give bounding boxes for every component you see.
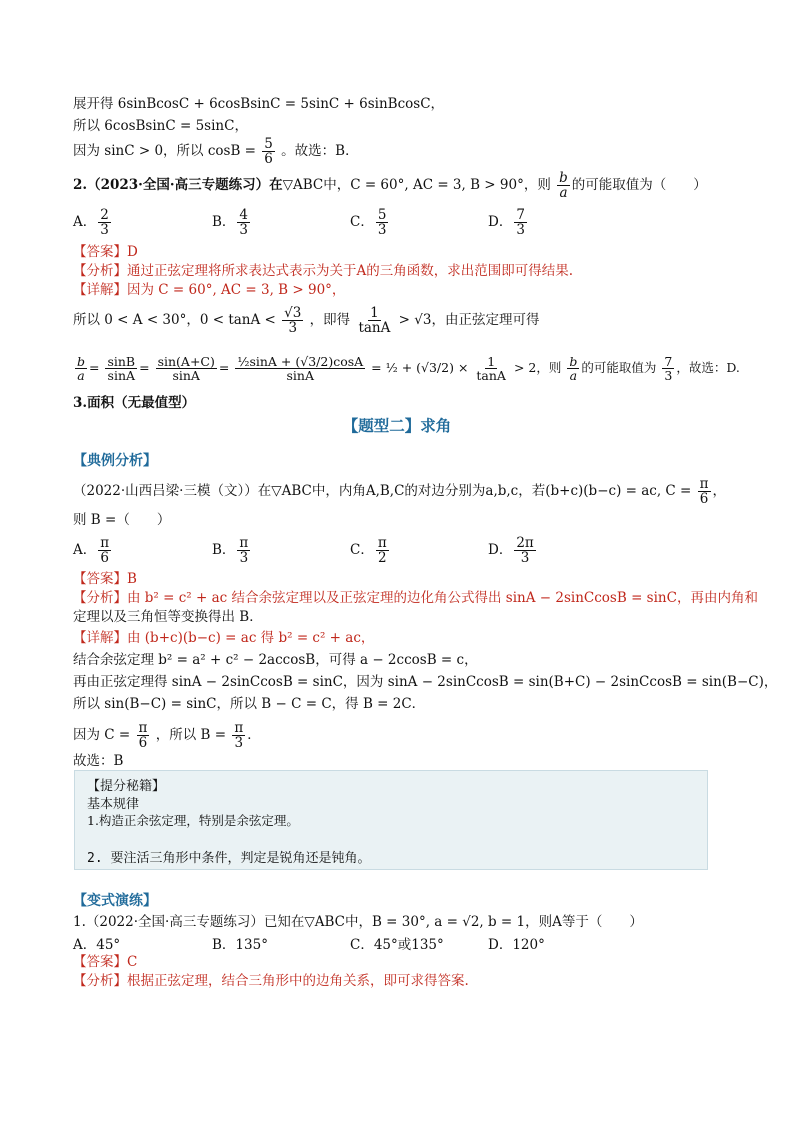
denominator: sinA bbox=[107, 368, 136, 383]
denominator: 3 bbox=[234, 735, 244, 751]
text-fragment: 所以 0 < A < 30°，0 < tanA < bbox=[73, 312, 276, 328]
variant-practice-tag: 【变式演练】 bbox=[73, 893, 157, 909]
fraction bbox=[662, 355, 674, 382]
option-a: A．45° bbox=[73, 937, 121, 953]
denominator: a bbox=[569, 368, 578, 383]
text-line bbox=[73, 136, 734, 168]
option-c bbox=[350, 208, 390, 237]
denominator: tanA bbox=[476, 368, 506, 383]
fraction bbox=[376, 536, 389, 565]
denominator: 3 bbox=[516, 222, 525, 239]
option-label: A． bbox=[73, 214, 97, 231]
fraction bbox=[514, 208, 527, 237]
fraction bbox=[237, 536, 250, 565]
tip-point-2: 2. 要注活三角形中条件，判定是锐角还是钝角。 bbox=[87, 851, 371, 866]
option-a bbox=[73, 536, 113, 565]
numerator: 1 bbox=[370, 304, 379, 321]
denominator: 3 bbox=[664, 368, 673, 383]
text-fragment: ，即得 bbox=[309, 312, 351, 328]
text-fragment: 2.（2023·全国·高三专题练习）在 bbox=[73, 177, 283, 193]
fraction bbox=[356, 306, 392, 335]
denominator: 2 bbox=[377, 550, 387, 567]
text-fragment: （2022·山西吕梁·三模（文））在▽ABC中，内角A,B,C的对边分别为a,b,c，若(b+c)(b−c) = ac, C = bbox=[73, 483, 692, 499]
denominator: 6 bbox=[699, 491, 709, 507]
option-label: C． bbox=[350, 542, 374, 559]
fraction bbox=[75, 355, 87, 382]
text-fragment: = ½ + (√3/2) × bbox=[371, 360, 469, 375]
tip-box bbox=[74, 770, 708, 870]
numerator: 5 bbox=[377, 207, 387, 223]
equation-line: $\frac{b}{a}$ = $\frac{\sin B}{\sin A}$ = $\frac{\sin(A+C)}{\sin A}$ = $\frac{\text{½sinA + (√3/2)cosA}}{\sin A}$ = ½ + (√3/2) × $\frac{1}{\tan A}$ > 2，则 $\frac{b}{a}$ 的可能取值为 $\frac{7}{3}$ ，故选：D. bbox=[77, 353, 740, 383]
question-3-heading: 3.面积（无最值型） bbox=[73, 395, 196, 411]
example-stem bbox=[73, 474, 734, 508]
text-fragment: 的可能取值为（ ） bbox=[571, 177, 707, 193]
typical-example-tag: 【典例分析】 bbox=[73, 453, 157, 469]
fraction bbox=[137, 721, 150, 750]
denominator: a bbox=[559, 185, 568, 201]
denominator: 3 bbox=[239, 222, 249, 239]
denominator: 3 bbox=[377, 222, 387, 239]
numerator: b bbox=[569, 353, 578, 369]
text-fragment: 【分析】由 b² = c² + ac 结合余弦定理以及正弦定理的边化角公式得出 sinA − 2sinCcosB = sinC，再由内角和 bbox=[73, 590, 758, 606]
denominator: 3 bbox=[520, 550, 530, 567]
answer-line: 【答案】B bbox=[73, 571, 137, 587]
option-label: D． bbox=[488, 214, 513, 231]
text-fragment: 因为 C = bbox=[73, 727, 131, 743]
analysis-line bbox=[73, 588, 758, 608]
text-fragment: 因为 sinC > 0，所以 cosB = bbox=[73, 143, 256, 160]
answer-line: 【答案】C bbox=[73, 954, 138, 970]
numerator: 5 bbox=[264, 136, 273, 152]
numerator: √3 bbox=[284, 304, 302, 321]
analysis-line: 【分析】根据正弦定理，结合三角形中的边角关系，即可求得答案. bbox=[73, 973, 469, 989]
numerator: 1 bbox=[487, 353, 496, 369]
option-c bbox=[350, 536, 391, 565]
option-d: D．120° bbox=[488, 937, 545, 953]
fraction bbox=[237, 208, 250, 237]
denominator: 6 bbox=[100, 550, 109, 567]
fraction bbox=[156, 355, 217, 382]
numerator: 4 bbox=[239, 207, 249, 223]
text-fragment: ，故选：D. bbox=[676, 360, 740, 375]
fraction bbox=[282, 306, 303, 335]
numerator: 2π bbox=[516, 535, 534, 551]
numerator: 7 bbox=[664, 353, 673, 369]
option-label: C． bbox=[350, 214, 374, 231]
fraction bbox=[376, 208, 389, 237]
fraction bbox=[514, 536, 535, 565]
option-a bbox=[73, 208, 113, 237]
detail-line bbox=[73, 718, 734, 752]
numerator: ½sinA + (√3/2)cosA bbox=[237, 353, 364, 369]
text-fragment: ． bbox=[247, 727, 261, 743]
fraction bbox=[232, 721, 245, 750]
numerator: π bbox=[239, 535, 249, 551]
numerator: b bbox=[559, 169, 568, 186]
denominator: 3 bbox=[239, 550, 249, 567]
question-2-stem bbox=[73, 170, 734, 200]
option-label: B． bbox=[212, 214, 236, 231]
denominator: a bbox=[77, 368, 85, 383]
option-label: B． bbox=[212, 542, 236, 559]
option-b: B．135° bbox=[212, 937, 268, 953]
tip-subtitle: 基本规律 bbox=[87, 797, 140, 812]
text-fragment: ， bbox=[712, 483, 727, 499]
fraction bbox=[698, 477, 711, 506]
option-b bbox=[212, 208, 252, 237]
text-fragment: 【详解】由 (b+c)(b−c) = ac 得 b² = c² + ac， bbox=[73, 630, 375, 646]
denominator: 6 bbox=[264, 151, 273, 168]
text-line: 所以 6cosBsinC = 5sinC， bbox=[73, 118, 248, 134]
option-d bbox=[488, 536, 538, 565]
option-d bbox=[488, 208, 529, 237]
numerator: π bbox=[699, 475, 709, 492]
numerator: π bbox=[138, 719, 148, 736]
fraction bbox=[98, 208, 111, 237]
variant-1-stem: 1.（2022·全国·高三专题练习）已知在▽ABC中，B = 30°, a = √2, b = 1，则A等于（ ） bbox=[73, 914, 643, 930]
text-fragment: > 2，则 bbox=[513, 360, 562, 375]
numerator: sinB bbox=[107, 353, 136, 369]
fraction bbox=[262, 137, 275, 166]
text-fragment: 的可能取值为 bbox=[581, 360, 657, 375]
denominator: 3 bbox=[100, 222, 109, 239]
analysis-line: 【分析】通过正弦定理将所求表达式表示为关于A的三角函数，求出范围即可得结果. bbox=[73, 263, 574, 279]
text-fragment: ，所以 B = bbox=[155, 727, 227, 743]
text-fragment: ▽ABC中，C = 60°, AC = 3, B > 90°，则 bbox=[282, 177, 551, 193]
example-stem-line2: 则 B =（ ） bbox=[73, 512, 171, 528]
numerator: b bbox=[77, 353, 86, 369]
denominator: tanA bbox=[358, 320, 391, 336]
tip-title: 【提分秘籍】 bbox=[87, 779, 166, 794]
numerator: sin(A+C) bbox=[157, 353, 215, 369]
section-title: 【题型二】求角 bbox=[342, 417, 452, 435]
fraction bbox=[98, 536, 111, 565]
option-label: D． bbox=[488, 542, 513, 559]
denominator: sinA bbox=[172, 368, 200, 383]
tip-point-1: 1.构造正余弦定理，特别是余弦定理。 bbox=[87, 813, 299, 828]
fraction bbox=[474, 355, 508, 382]
text-fragment: > √3，由正弦定理可得 bbox=[398, 312, 540, 328]
denominator: sinA bbox=[286, 368, 314, 383]
numerator: π bbox=[377, 535, 387, 551]
fraction bbox=[557, 171, 570, 200]
numerator: π bbox=[100, 535, 110, 551]
detail-line: 所以 sin(B−C) = sinC，所以 B − C = C，得 B = 2C． bbox=[73, 696, 426, 712]
option-label: A． bbox=[73, 542, 97, 559]
detail-line bbox=[73, 628, 734, 648]
denominator: 6 bbox=[138, 735, 148, 751]
option-c: C．45°或135° bbox=[350, 937, 444, 953]
detail-line: 再由正弦定理得 sinA − 2sinCcosB = sinC，因为 sinA − 2sinCcosB = sin(B+C) − 2sinCcosB = sin(B−C)， bbox=[73, 674, 778, 690]
detail-line: 结合余弦定理 b² = a² + c² − 2accosB，可得 a − 2ccosB = c， bbox=[73, 652, 478, 668]
answer-line: 【答案】D bbox=[73, 244, 138, 260]
choose-line: 故选：B bbox=[73, 753, 124, 769]
fraction bbox=[105, 355, 137, 382]
denominator: 3 bbox=[288, 320, 298, 336]
fraction bbox=[567, 355, 579, 382]
text-fragment: 。故选：B． bbox=[281, 143, 359, 160]
numerator: π bbox=[234, 719, 244, 736]
fraction bbox=[235, 355, 365, 382]
numerator: 7 bbox=[516, 207, 525, 223]
detail-line bbox=[73, 280, 734, 300]
analysis-line: 定理以及三角恒等变换得出 B． bbox=[73, 609, 263, 625]
text-fragment: 【详解】因为 C = 60°, AC = 3, B > 90°， bbox=[73, 282, 346, 298]
text-line: 展开得 6sinBcosC + 6cosBsinC = 5sinC + 6sinBcosC， bbox=[73, 96, 445, 112]
option-b bbox=[212, 536, 252, 565]
detail-line bbox=[73, 302, 734, 338]
numerator: 2 bbox=[100, 207, 109, 223]
